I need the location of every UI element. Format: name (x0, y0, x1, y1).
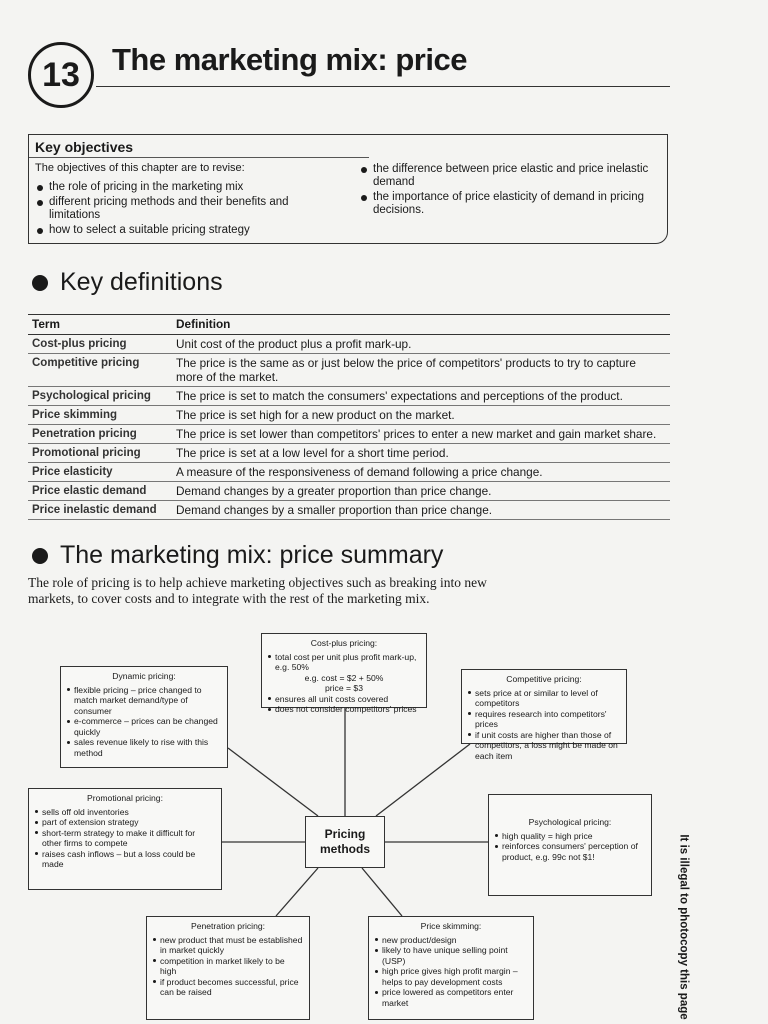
definition-cell: A measure of the responsiveness of demand following a price change. (172, 463, 670, 482)
objective-item: how to select a suitable pricing strategy (35, 224, 335, 237)
box-point: price lowered as competitors enter market (375, 987, 527, 1008)
definition-cell: The price is set to match the consumers' expectations and perceptions of the product. (172, 387, 670, 406)
chapter-number: 13 (42, 55, 80, 94)
key-definitions-title: Key definitions (60, 268, 223, 296)
box-title: Dynamic pricing: (112, 671, 176, 681)
column-header-definition: Definition (172, 315, 670, 335)
box-point: sales revenue likely to rise with this method (67, 737, 221, 758)
connector-skimming (362, 868, 402, 916)
objective-item: the role of pricing in the marketing mix (35, 181, 335, 194)
box-point: likely to have unique selling point (USP) (375, 945, 527, 966)
definition-cell: The price is the same as or just below the price of competitors' products to try to capture more of the market. (172, 354, 670, 387)
definition-cell: Unit cost of the product plus a profit mark-up. (172, 335, 670, 354)
box-title: Cost-plus pricing: (310, 638, 378, 648)
term-cell: Psychological pricing (28, 387, 172, 406)
term-cell: Price inelastic demand (28, 501, 172, 520)
box-point: sells off old inventories (35, 807, 215, 818)
competitive-pricing-box (461, 669, 627, 761)
box-point: if unit costs are higher than those of competitors, a loss might be made on each item (468, 730, 620, 762)
box-point: short-term strategy to make it difficult for other firms to compete (35, 828, 215, 849)
box-point: does not consider competitors' prices (268, 704, 420, 715)
term-cell: Penetration pricing (28, 425, 172, 444)
objective-item: the difference between price elastic and price inelastic demand (359, 163, 659, 189)
summary-intro-text: The role of pricing is to help achieve marketing objectives such as breaking into new markets, to cover costs and to integrate with the rest of the marketing mix. (28, 575, 487, 606)
box-example: e.g. cost = $2 + 50% (304, 672, 384, 683)
objective-item: the importance of price elasticity of demand in pricing decisions. (359, 191, 659, 217)
pricing-methods-center-box (305, 816, 385, 868)
definition-cell: Demand changes by a greater proportion than price change. (172, 482, 670, 501)
box-point: total cost per unit plus profit mark-up, e.g. 50% (268, 652, 420, 673)
box-point: new product that must be established in market quickly (153, 935, 303, 956)
page-title: The marketing mix: price (112, 42, 467, 77)
term-cell: Promotional pricing (28, 444, 172, 463)
definition-cell: The price is set at a low level for a short time period. (172, 444, 670, 463)
center-label-line1: Pricing (324, 827, 366, 841)
dynamic-pricing-box (60, 666, 228, 768)
box-point: high price gives high profit margin – helps to pay development costs (375, 966, 527, 987)
cost-plus-pricing-box (261, 633, 427, 714)
connector-competitive (376, 744, 470, 816)
box-title: Psychological pricing: (528, 817, 612, 827)
box-point: e-commerce – prices can be changed quickly (67, 716, 221, 737)
term-cell: Price skimming (28, 406, 172, 425)
connector-dynamic (228, 748, 318, 816)
term-cell: Price elastic demand (28, 482, 172, 501)
psychological-pricing-box (488, 794, 652, 896)
box-point: raises cash inflows – but a loss could be made (35, 849, 215, 870)
summary-title: The marketing mix: price summary (60, 541, 444, 569)
copyright-side-note (674, 832, 694, 1022)
term-cell: Cost-plus pricing (28, 335, 172, 354)
side-note-text: It is illegal to photocopy this page (678, 834, 691, 1020)
box-point: ensures all unit costs covered (268, 694, 420, 705)
column-header-term: Term (28, 315, 172, 335)
term-cell: Price elasticity (28, 463, 172, 482)
promotional-pricing-box (28, 788, 222, 890)
box-title: Price skimming: (420, 921, 482, 931)
box-point: sets price at or similar to level of competitors (468, 688, 620, 709)
price-skimming-box (368, 916, 534, 1020)
box-title: Competitive pricing: (506, 674, 582, 684)
box-point: part of extension strategy (35, 817, 215, 828)
connector-penetration (276, 868, 318, 916)
box-point: new product/design (375, 935, 527, 946)
objectives-heading: Key objectives (35, 139, 134, 155)
box-point: reinforces consumers' perception of product, e.g. 99c not $1! (495, 841, 645, 862)
objectives-intro: The objectives of this chapter are to revise: (35, 162, 245, 174)
box-point: competition in market likely to be high (153, 956, 303, 977)
box-title: Penetration pricing: (190, 921, 266, 931)
definition-cell: The price is set high for a new product on the market. (172, 406, 670, 425)
objective-item: different pricing methods and their benefits and limitations (35, 196, 335, 222)
definition-cell: Demand changes by a smaller proportion than price change. (172, 501, 670, 520)
penetration-pricing-box (146, 916, 310, 1020)
box-example-price: price = $3 (325, 683, 363, 693)
box-title: Promotional pricing: (87, 793, 163, 803)
box-point: high quality = high price (495, 831, 645, 842)
center-label-line2: methods (319, 842, 370, 856)
box-point: if product becomes successful, price can be raised (153, 977, 303, 998)
box-point: flexible pricing – price changed to match market demand/type of consumer (67, 685, 221, 717)
term-cell: Competitive pricing (28, 354, 172, 387)
definition-cell: The price is set lower than competitors' prices to enter a new market and gain market share. (172, 425, 670, 444)
box-point: requires research into competitors' prices (468, 709, 620, 730)
